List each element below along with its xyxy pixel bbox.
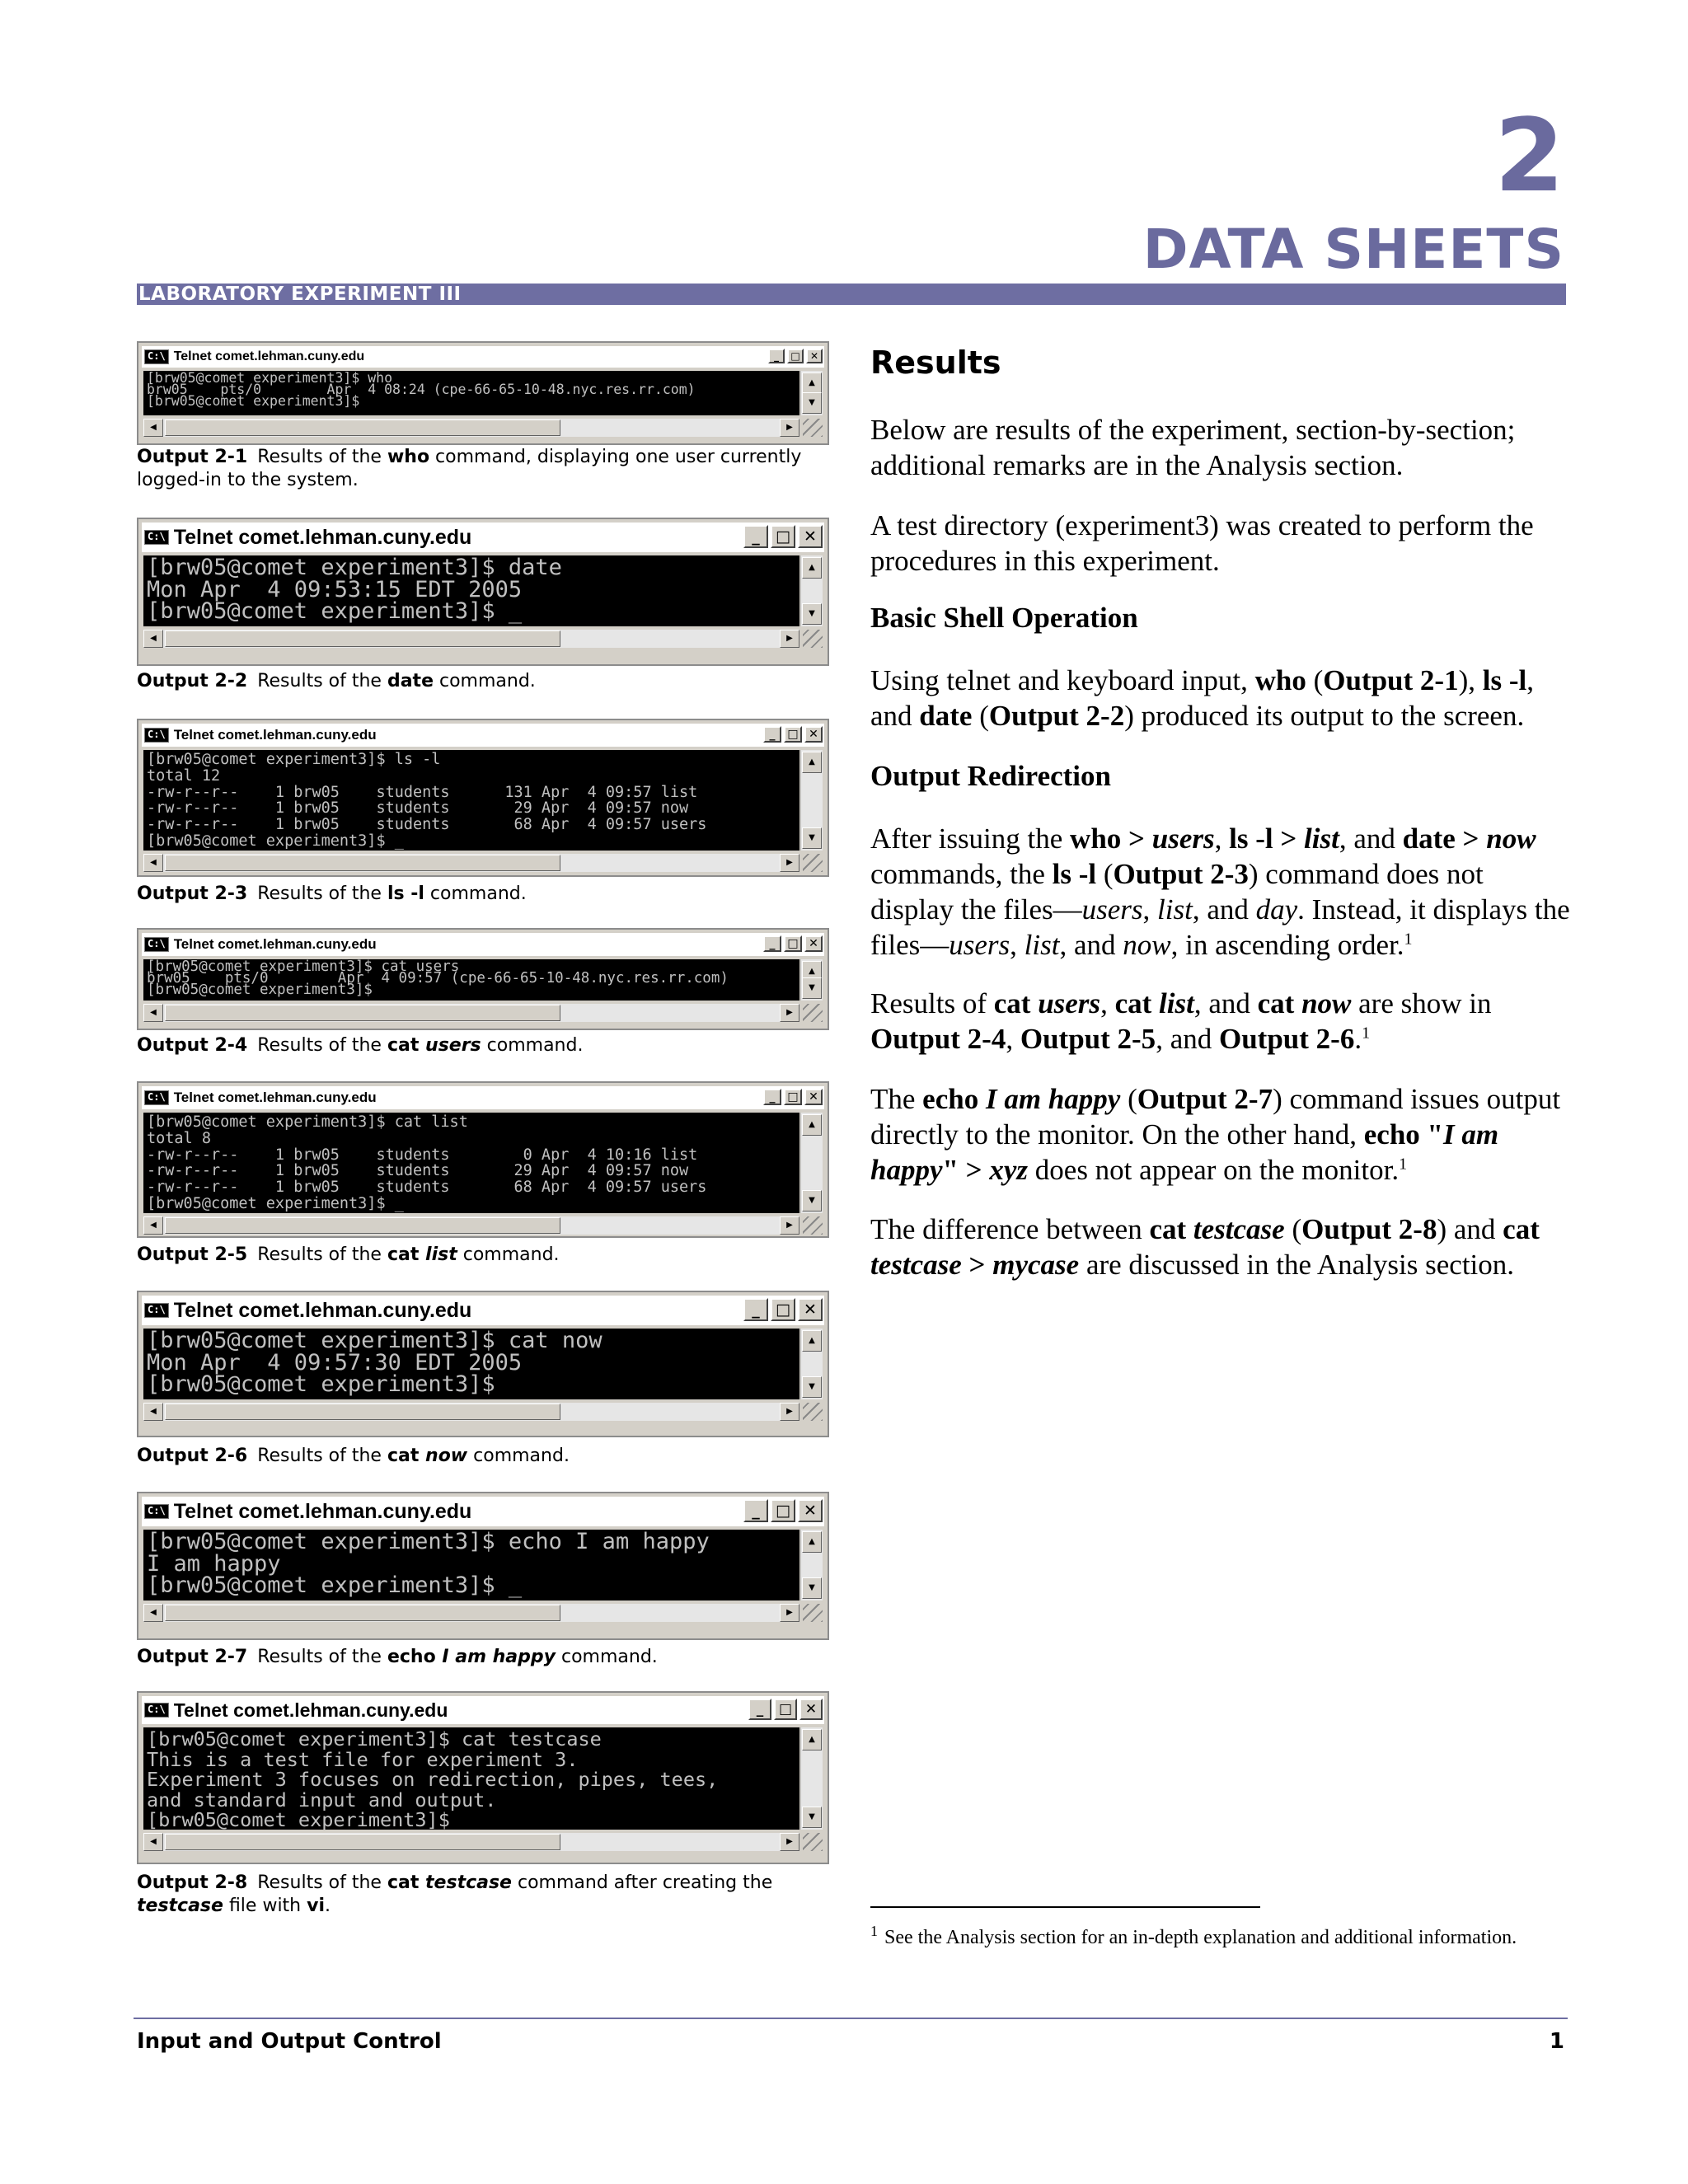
window-title: Telnet comet.lehman.cuny.edu: [173, 1298, 472, 1322]
telnet-window[interactable]: [137, 1492, 829, 1640]
minimize-button[interactable]: _: [768, 349, 785, 363]
window-title: Telnet comet.lehman.cuny.edu: [173, 525, 472, 549]
maximize-button[interactable]: □: [784, 935, 802, 952]
vertical-scrollbar[interactable]: [800, 555, 823, 626]
terminal-text: [brw05@comet experiment3]$ cat now Mon Apr 4 09:57:30 EDT 2005 [brw05@comet experiment3]$: [147, 1329, 603, 1397]
terminal-output[interactable]: [143, 555, 799, 626]
minimize-button[interactable]: _: [743, 1298, 768, 1321]
footer-rule: [134, 2018, 1568, 2019]
scroll-right-icon[interactable]: ▶: [780, 1604, 799, 1622]
scroll-thumb[interactable]: [165, 419, 560, 436]
scroll-down-icon[interactable]: ▼: [802, 1807, 822, 1828]
scroll-up-icon[interactable]: ▲: [802, 557, 822, 579]
vertical-scrollbar[interactable]: [800, 1530, 823, 1601]
page-number: 1: [1549, 2029, 1564, 2054]
section-band-label: LABORATORY EXPERIMENT III: [138, 284, 462, 305]
horizontal-scrollbar[interactable]: [143, 1403, 799, 1421]
horizontal-scrollbar[interactable]: [143, 630, 799, 648]
close-button[interactable]: ✕: [798, 1298, 823, 1321]
close-button[interactable]: ✕: [806, 349, 823, 363]
maximize-button[interactable]: □: [784, 1089, 802, 1105]
footer-title: Input and Output Control: [137, 2029, 442, 2054]
terminal-output[interactable]: [143, 1727, 799, 1830]
terminal-text: [brw05@comet experiment3]$ cat testcase This is a test file for experiment 3. Experiment 3 focuses on redirection, pipes, tees, and standard input and output. [brw05@comet experiment3]$: [147, 1727, 719, 1830]
scroll-thumb[interactable]: [165, 1834, 560, 1850]
terminal-output[interactable]: [143, 959, 799, 1001]
resize-grip-icon[interactable]: [803, 630, 823, 648]
scroll-down-icon[interactable]: ▼: [802, 392, 822, 414]
horizontal-scrollbar[interactable]: [143, 1833, 799, 1851]
scroll-left-icon[interactable]: ◀: [143, 1403, 163, 1421]
window-controls: [743, 1499, 823, 1522]
horizontal-scrollbar[interactable]: [143, 1604, 799, 1622]
terminal-output[interactable]: [143, 371, 799, 415]
close-button[interactable]: ✕: [798, 1499, 823, 1522]
window-titlebar[interactable]: [142, 1296, 824, 1325]
output-caption: Output 2-5 Results of the cat list command.: [137, 1244, 560, 1265]
vertical-scrollbar[interactable]: [800, 959, 823, 1001]
resize-grip-icon[interactable]: [803, 1004, 823, 1022]
resize-grip-icon[interactable]: [803, 1216, 823, 1235]
scroll-up-icon[interactable]: ▲: [802, 1531, 822, 1553]
maximize-button[interactable]: □: [771, 1298, 795, 1321]
scroll-right-icon[interactable]: ▶: [780, 1004, 799, 1022]
scroll-up-icon[interactable]: ▲: [802, 1330, 822, 1352]
terminal-output[interactable]: [143, 1530, 799, 1601]
terminal-text: [brw05@comet experiment3]$ cat users brw05 pts/0 Apr 4 09:57 (cpe-66-65-10-48.nyc.res.rr.com) [brw05@comet experiment3]$: [147, 959, 729, 998]
scroll-thumb[interactable]: [165, 1404, 560, 1420]
terminal-output[interactable]: [143, 1329, 799, 1399]
scroll-thumb[interactable]: [165, 1217, 560, 1234]
maximize-button[interactable]: □: [774, 1699, 797, 1720]
output-caption: Output 2-7 Results of the echo I am happy command.: [137, 1647, 658, 1667]
scroll-down-icon[interactable]: ▼: [802, 977, 822, 999]
window-title: Telnet comet.lehman.cuny.edu: [173, 1090, 377, 1105]
terminal-text: [brw05@comet experiment3]$ who brw05 pts/0 Apr 4 08:24 (cpe-66-65-10-48.nyc.res.rr.com) [brw05@comet experiment3]$: [147, 371, 696, 409]
scroll-left-icon[interactable]: ◀: [143, 1604, 163, 1622]
results-heading: Results: [870, 344, 1001, 381]
scroll-left-icon[interactable]: ◀: [143, 1004, 163, 1022]
scroll-left-icon[interactable]: ◀: [143, 1833, 163, 1851]
terminal-text: [brw05@comet experiment3]$ ls -l total 12 -rw-r--r-- 1 brw05 students 131 Apr 4 09:57 list -rw-r--r-- 1 brw05 students 29 Apr 4 09:57 now -rw-r--r-- 1 brw05 students 68 Apr 4 09:57 users [brw05@comet experiment3]$ _: [147, 751, 707, 850]
horizontal-scrollbar[interactable]: [143, 419, 799, 437]
telnet-window[interactable]: [137, 1081, 829, 1238]
window-title: Telnet comet.lehman.cuny.edu: [173, 1499, 472, 1523]
output-caption: Output 2-1 Results of the who command, displaying one user currently logged-in to the system.: [137, 447, 802, 490]
close-button[interactable]: ✕: [798, 525, 823, 548]
chapter-title: DATA SHEETS: [1142, 218, 1564, 281]
output-caption: Output 2-4 Results of the cat users command.: [137, 1035, 584, 1056]
scroll-right-icon[interactable]: ▶: [780, 1216, 799, 1235]
scroll-right-icon[interactable]: ▶: [780, 1833, 799, 1851]
resize-grip-icon[interactable]: [803, 854, 823, 872]
window-controls: [748, 1699, 823, 1720]
scroll-down-icon[interactable]: ▼: [802, 1376, 822, 1398]
telnet-window[interactable]: [137, 719, 829, 877]
scroll-up-icon[interactable]: ▲: [802, 1114, 822, 1136]
scroll-thumb[interactable]: [165, 1005, 560, 1021]
window-controls: [763, 726, 823, 743]
window-title: Telnet comet.lehman.cuny.edu: [173, 1699, 448, 1721]
resize-grip-icon[interactable]: [803, 1833, 823, 1851]
scroll-left-icon[interactable]: ◀: [143, 854, 163, 872]
console-icon: C:\: [144, 1703, 169, 1717]
scroll-up-icon[interactable]: ▲: [802, 1729, 822, 1750]
console-icon: C:\: [144, 1504, 169, 1518]
footnote-ref: 1: [1404, 930, 1413, 949]
scroll-up-icon[interactable]: ▲: [802, 752, 822, 773]
subheading-output-redirection: Output Redirection: [870, 760, 1111, 792]
close-button[interactable]: ✕: [804, 726, 823, 743]
output-caption: Output 2-3 Results of the ls -l command.: [137, 883, 527, 904]
results-paragraph-5: Results of cat users, cat list, and cat now are show in Output 2-4, Output 2-5, and Output 2-6.$^1$: [870, 987, 1492, 1055]
horizontal-scrollbar[interactable]: [143, 1004, 799, 1022]
footnote: $^1$ See the Analysis section for an in-depth explanation and additional information.: [870, 1923, 1517, 1948]
window-title: Telnet comet.lehman.cuny.edu: [173, 936, 377, 952]
console-icon: C:\: [144, 728, 169, 742]
minimize-button[interactable]: _: [763, 935, 781, 952]
window-controls: [743, 1298, 823, 1321]
scroll-left-icon[interactable]: ◀: [143, 1216, 163, 1235]
scroll-right-icon[interactable]: ▶: [780, 1403, 799, 1421]
window-controls: [763, 1089, 823, 1105]
window-titlebar[interactable]: [142, 523, 824, 552]
scroll-thumb[interactable]: [165, 630, 560, 647]
maximize-button[interactable]: □: [787, 349, 804, 363]
scroll-left-icon[interactable]: ◀: [143, 630, 163, 648]
results-paragraph-4: After issuing the who > users, ls -l > list, and date > now commands, the ls -l (Output 2-3) command does not display the files—users, list, and day. Instead, it displays the files—users, list, and now, in ascending order.$^1$: [870, 823, 1570, 961]
chapter-number: 2: [1494, 97, 1564, 214]
close-button[interactable]: ✕: [804, 1089, 823, 1105]
terminal-text: [brw05@comet experiment3]$ date Mon Apr 4 09:53:15 EDT 2005 [brw05@comet experiment3]$ _: [147, 555, 562, 624]
minimize-button[interactable]: _: [763, 1089, 781, 1105]
scroll-down-icon[interactable]: ▼: [802, 827, 822, 849]
horizontal-scrollbar[interactable]: [143, 854, 799, 872]
horizontal-scrollbar[interactable]: [143, 1216, 799, 1235]
window-controls: [763, 935, 823, 952]
scroll-up-icon[interactable]: ▲: [802, 961, 822, 982]
window-titlebar[interactable]: [142, 1086, 824, 1109]
output-caption: Output 2-8 Results of the cat testcase command after creating the testcase file with vi.: [137, 1872, 773, 1916]
telnet-window[interactable]: [137, 928, 829, 1030]
footnote-ref: 1: [1362, 1024, 1371, 1043]
telnet-window[interactable]: [137, 1691, 829, 1864]
scroll-thumb[interactable]: [165, 1605, 560, 1621]
scroll-down-icon[interactable]: ▼: [802, 1577, 822, 1599]
close-button[interactable]: ✕: [804, 935, 823, 952]
scroll-up-icon[interactable]: ▲: [802, 373, 822, 394]
vertical-scrollbar[interactable]: [800, 1727, 823, 1830]
output-caption: Output 2-6 Results of the cat now command.: [137, 1446, 570, 1466]
vertical-scrollbar[interactable]: [800, 371, 823, 415]
window-controls: [743, 525, 823, 548]
scroll-down-icon[interactable]: ▼: [802, 603, 822, 625]
window-titlebar[interactable]: [142, 1696, 824, 1724]
scroll-down-icon[interactable]: ▼: [802, 1190, 822, 1212]
window-titlebar[interactable]: [142, 933, 824, 956]
scroll-right-icon[interactable]: ▶: [780, 630, 799, 648]
scroll-right-icon[interactable]: ▶: [780, 854, 799, 872]
results-paragraph-2: A test directory (experiment3) was created to perform the procedures in this experiment.: [870, 509, 1534, 577]
window-title: Telnet comet.lehman.cuny.edu: [173, 349, 365, 363]
window-titlebar[interactable]: [142, 1497, 824, 1526]
minimize-button[interactable]: _: [743, 525, 768, 548]
resize-grip-icon[interactable]: [803, 419, 823, 437]
terminal-text: [brw05@comet experiment3]$ cat list total 8 -rw-r--r-- 1 brw05 students 0 Apr 4 10:16 list -rw-r--r-- 1 brw05 students 29 Apr 4 09:57 now -rw-r--r-- 1 brw05 students 68 Apr 4 09:57 users [brw05@comet experiment3]$ _: [147, 1113, 707, 1212]
console-icon: C:\: [144, 937, 169, 951]
footnote-ref: 1: [1399, 1155, 1408, 1174]
minimize-button[interactable]: _: [763, 726, 781, 743]
vertical-scrollbar[interactable]: [800, 1329, 823, 1399]
maximize-button[interactable]: □: [771, 1499, 795, 1522]
resize-grip-icon[interactable]: [803, 1604, 823, 1622]
window-titlebar[interactable]: [142, 724, 824, 747]
resize-grip-icon[interactable]: [803, 1403, 823, 1421]
minimize-button[interactable]: _: [748, 1699, 771, 1720]
console-icon: C:\: [144, 1303, 169, 1317]
vertical-scrollbar[interactable]: [800, 750, 823, 851]
minimize-button[interactable]: _: [743, 1499, 768, 1522]
telnet-window[interactable]: [137, 1291, 829, 1437]
maximize-button[interactable]: □: [784, 726, 802, 743]
scroll-left-icon[interactable]: ◀: [143, 419, 163, 437]
output-caption: Output 2-2 Results of the date command.: [137, 671, 536, 691]
window-title: Telnet comet.lehman.cuny.edu: [173, 727, 377, 743]
scroll-right-icon[interactable]: ▶: [780, 419, 799, 437]
telnet-window[interactable]: [137, 518, 829, 666]
telnet-window[interactable]: [137, 341, 829, 445]
window-controls: [768, 349, 823, 363]
close-button[interactable]: ✕: [799, 1699, 823, 1720]
results-paragraph-7: The difference between cat testcase (Output 2-8) and cat testcase > mycase are discussed in the Analysis section.: [870, 1213, 1540, 1281]
results-paragraph-6: The echo I am happy (Output 2-7) command issues output directly to the monitor. On the other hand, echo "I am happy" > xyz does not appear on the monitor.$^1$: [870, 1083, 1561, 1186]
footnote-rule: [870, 1906, 1260, 1908]
results-paragraph-1: Below are results of the experiment, section-by-section; additional remarks are in the Analysis section.: [870, 414, 1516, 481]
maximize-button[interactable]: □: [771, 525, 795, 548]
subheading-basic-shell: Basic Shell Operation: [870, 602, 1138, 634]
vertical-scrollbar[interactable]: [800, 1113, 823, 1213]
section-band: [137, 284, 1566, 305]
terminal-output[interactable]: [143, 1113, 799, 1213]
console-icon: C:\: [144, 349, 169, 363]
terminal-text: [brw05@comet experiment3]$ echo I am happy I am happy [brw05@comet experiment3]$ _: [147, 1530, 710, 1598]
window-titlebar[interactable]: [142, 346, 824, 368]
console-icon: C:\: [144, 1090, 169, 1104]
results-paragraph-3: Using telnet and keyboard input, who (Output 2-1), ls -l, and date (Output 2-2) produced its output to the screen.: [870, 664, 1534, 732]
terminal-output[interactable]: [143, 750, 799, 851]
console-icon: C:\: [144, 530, 169, 544]
scroll-thumb[interactable]: [165, 855, 560, 871]
